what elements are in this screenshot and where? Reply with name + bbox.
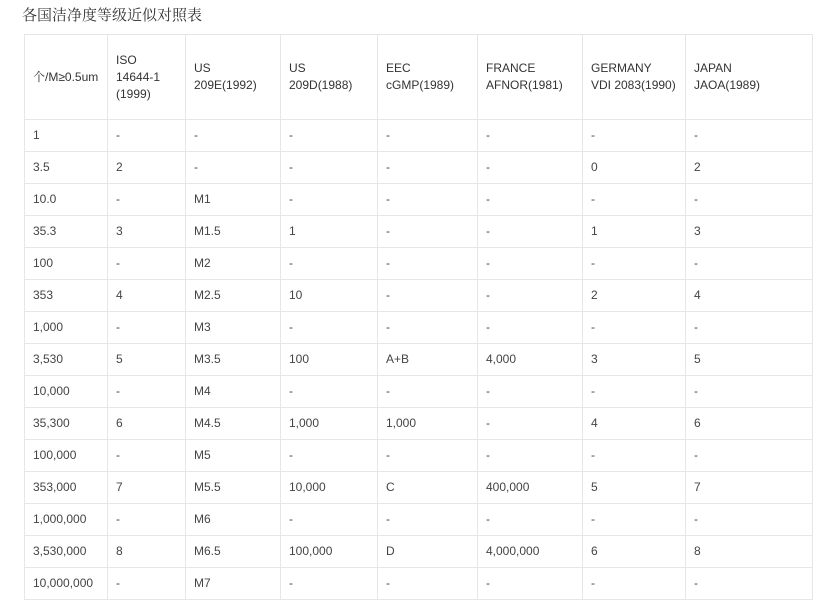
table-cell: - [583,184,686,216]
table-cell: - [378,312,478,344]
table-cell: - [583,248,686,280]
table-cell: 10 [281,280,378,312]
table-cell: - [108,248,186,280]
table-row [25,568,813,600]
table-cell: - [108,440,186,472]
table-cell: - [378,280,478,312]
table-header-cell [583,35,686,120]
table-cell: 6 [108,408,186,440]
table-cell: - [108,376,186,408]
table-cell: 5 [686,344,813,376]
table-cell: - [281,184,378,216]
table-cell: 4,000,000 [478,536,583,568]
table-cell: 6 [686,408,813,440]
table-cell: 400,000 [478,472,583,504]
table-cell: 10,000 [281,472,378,504]
table-cell: - [478,312,583,344]
table-cell: 3 [583,344,686,376]
table-row [25,376,813,408]
table-cell: - [378,120,478,152]
table-cell: 2 [108,152,186,184]
table-header [25,35,813,120]
table-cell: - [281,120,378,152]
table-row [25,280,813,312]
table-cell: M3.5 [186,344,281,376]
table-header-line: VDI 2083(1990) [591,78,676,92]
table-row [25,504,813,536]
table-cell: M5 [186,440,281,472]
table-cell: 35.3 [25,216,108,248]
table-cell: - [686,504,813,536]
table-header-line: EEC [386,61,411,75]
table-cell: 7 [108,472,186,504]
table-cell: 5 [583,472,686,504]
table-cell: 3 [108,216,186,248]
table-header-cell [478,35,583,120]
table-cell: 353,000 [25,472,108,504]
table-cell: - [186,120,281,152]
table-cell: M2.5 [186,280,281,312]
table-cell: 3,530,000 [25,536,108,568]
table-cell: - [478,408,583,440]
table-cell: M4.5 [186,408,281,440]
table-cell: - [281,376,378,408]
table-cell: 8 [108,536,186,568]
table-cell: 1,000 [25,312,108,344]
table-cell: 0 [583,152,686,184]
table-cell: M3 [186,312,281,344]
table-cell: 1,000 [378,408,478,440]
table-header-line: 14644-1 [116,69,161,84]
table-cell: - [478,216,583,248]
table-row [25,152,813,184]
table-header-line: US [194,61,211,75]
table-row [25,184,813,216]
table-cell: 3 [686,216,813,248]
table-cell: 10.0 [25,184,108,216]
table-cell: - [186,152,281,184]
table-header-line: cGMP(1989) [386,78,455,92]
table-cell: - [686,312,813,344]
table-row [25,408,813,440]
table-cell: - [378,440,478,472]
table-cell: 3,530 [25,344,108,376]
table-cell: C [378,472,478,504]
table-cell: - [583,120,686,152]
table-cell: 1 [25,120,108,152]
table-header-line: US [289,61,306,75]
table-cell: - [478,568,583,600]
table-cell: - [478,440,583,472]
table-cell: - [478,504,583,536]
table-cell: M5.5 [186,472,281,504]
table-cell: M6.5 [186,536,281,568]
table-cell: - [478,248,583,280]
table-cell: 100 [25,248,108,280]
table-header-row [25,35,813,120]
table-cell: - [478,184,583,216]
table-cell: 4,000 [478,344,583,376]
table-cell: - [281,152,378,184]
table-cell: 1,000 [281,408,378,440]
table-cell: 2 [686,152,813,184]
table-header-line: FRANCE [486,61,536,75]
table-row [25,120,813,152]
table-cell: 8 [686,536,813,568]
table-header-cell [25,35,108,120]
table-header-line: JAPAN [694,61,732,75]
table-cell: - [686,120,813,152]
table-cell: - [478,152,583,184]
table-row [25,344,813,376]
table-header-line: 209E(1992) [194,78,257,92]
table-row [25,440,813,472]
table-cell: - [378,376,478,408]
table-header-cell [186,35,281,120]
table-cell: - [686,248,813,280]
table-header-cell [281,35,378,120]
table-cell: 35,300 [25,408,108,440]
table-header-line: 个/M≥0.5um [33,69,99,84]
table-cell: - [108,568,186,600]
table-cell: 1 [281,216,378,248]
table-cell: 100,000 [25,440,108,472]
table-cell: - [478,280,583,312]
table-cell: - [686,376,813,408]
table-cell: - [378,184,478,216]
table-cell: 100,000 [281,536,378,568]
table-cell: - [281,248,378,280]
table-cell: - [478,120,583,152]
table-cell: - [108,184,186,216]
table-cell: 1,000,000 [25,504,108,536]
table-header-cell [108,35,186,120]
table-row [25,248,813,280]
table-cell: - [583,376,686,408]
cleanroom-class-comparison-table [24,34,813,600]
table-container [24,34,812,600]
table-header-line: ISO [116,52,137,67]
table-row [25,312,813,344]
table-cell: 4 [583,408,686,440]
table-cell: - [281,440,378,472]
table-cell: - [378,504,478,536]
table-cell: A+B [378,344,478,376]
table-cell: D [378,536,478,568]
table-cell: M1.5 [186,216,281,248]
table-cell: - [583,440,686,472]
table-cell: 5 [108,344,186,376]
table-cell: - [108,120,186,152]
table-cell: 7 [686,472,813,504]
table-cell: 353 [25,280,108,312]
table-header-line: 209D(1988) [289,78,353,92]
table-cell: 100 [281,344,378,376]
table-row [25,216,813,248]
table-cell: - [378,216,478,248]
table-cell: - [378,248,478,280]
table-cell: - [108,504,186,536]
table-cell: - [686,184,813,216]
table-cell: 6 [583,536,686,568]
table-cell: 3.5 [25,152,108,184]
table-cell: M1 [186,184,281,216]
table-cell: - [583,504,686,536]
table-cell: - [378,568,478,600]
table-cell: - [686,440,813,472]
table-cell: M6 [186,504,281,536]
table-cell: 4 [686,280,813,312]
table-cell: - [281,568,378,600]
table-cell: M4 [186,376,281,408]
table-cell: - [281,504,378,536]
table-cell: 1 [583,216,686,248]
table-header-cell [686,35,813,120]
page-title: 各国洁净度等级近似对照表 [22,7,203,24]
table-cell: 2 [583,280,686,312]
table-cell: - [108,312,186,344]
table-cell: - [478,376,583,408]
table-header-line: JAOA(1989) [694,78,761,92]
table-cell: - [281,312,378,344]
table-cell: - [378,152,478,184]
table-row [25,472,813,504]
table-header-line: (1999) [116,86,151,101]
table-cell: - [686,568,813,600]
table-cell: - [583,312,686,344]
table-cell: M2 [186,248,281,280]
table-cell: - [583,568,686,600]
table-body [25,120,813,600]
table-cell: 4 [108,280,186,312]
table-cell: 10,000,000 [25,568,108,600]
table-header-line: GERMANY [591,61,652,75]
table-cell: M7 [186,568,281,600]
table-header-cell [378,35,478,120]
table-header-line: AFNOR(1981) [486,78,563,92]
table-cell: 10,000 [25,376,108,408]
